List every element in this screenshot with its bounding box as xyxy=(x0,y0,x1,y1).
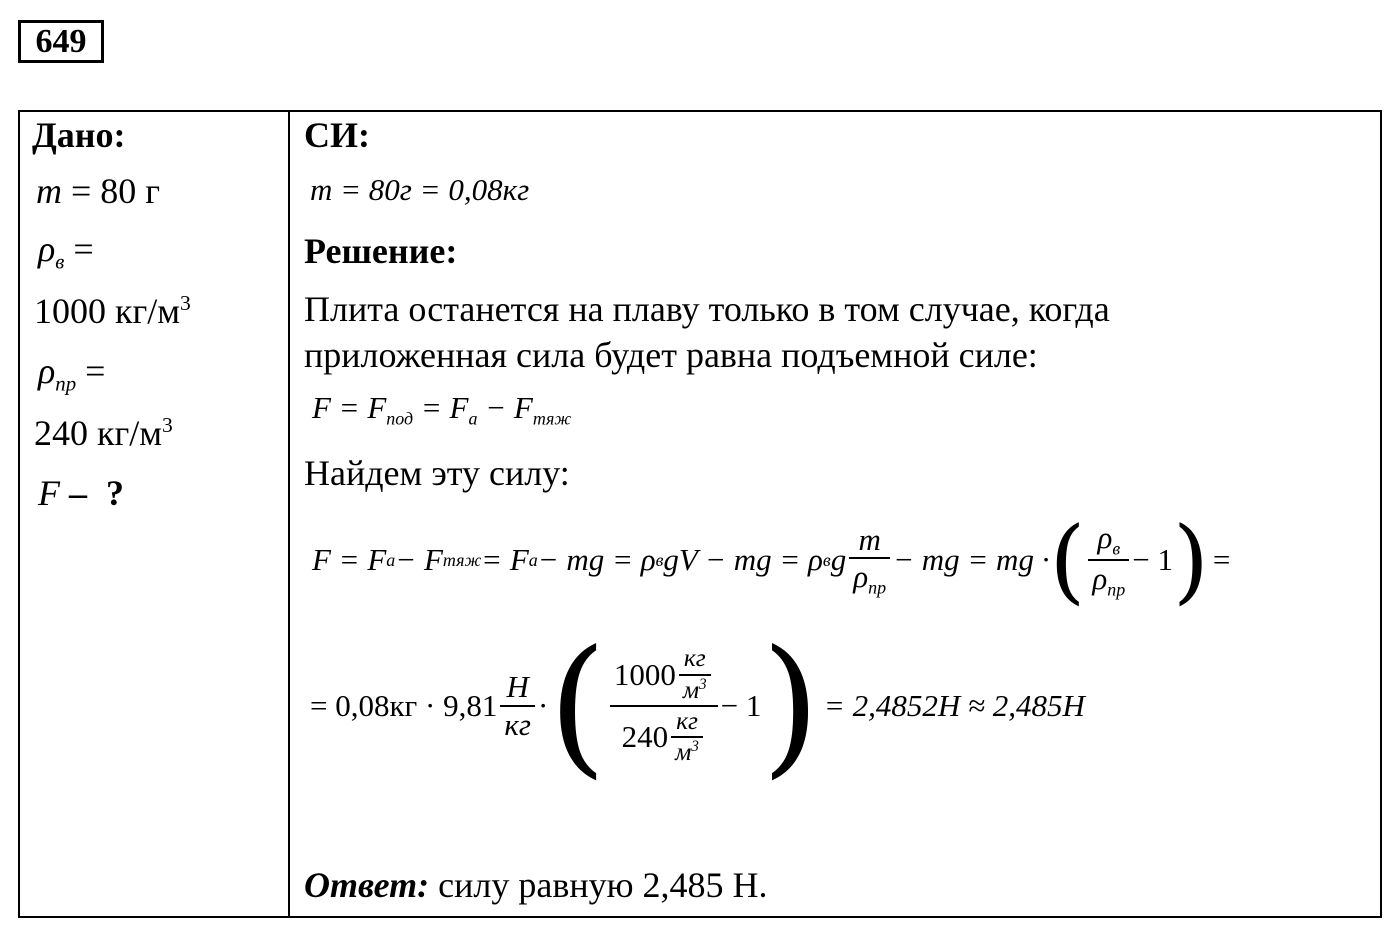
top-unit xyxy=(679,644,711,705)
fraction-rho-ratio xyxy=(1088,520,1129,600)
si-heading: СИ: xyxy=(304,115,370,155)
eq1-part-2: = F xyxy=(413,390,469,425)
eq3-part-1: = 0,08кг · 9,81 xyxy=(310,688,498,723)
rho-plate-exp: 3 xyxy=(162,413,173,438)
eq2-part-5: gV − mg = ρ xyxy=(663,542,823,577)
eq2-part-1: F = F xyxy=(312,542,387,577)
ratio-top xyxy=(610,644,718,705)
column-divider xyxy=(288,110,290,918)
eq2-minus-one: − 1 xyxy=(1132,542,1173,577)
equation-force-balance xyxy=(312,390,571,429)
eq2-part-3: = F xyxy=(481,542,529,577)
right-paren: ) xyxy=(1172,506,1209,614)
rho-water-symbol: ρ xyxy=(38,229,56,269)
top-unit-den-text: м xyxy=(682,675,700,704)
equation-numeric xyxy=(310,619,1085,793)
eq2-part-6: g xyxy=(830,542,847,577)
eq2-part-2: − F xyxy=(395,542,443,577)
given-water-density xyxy=(38,228,94,274)
eq2-part-7: − mg = mg · xyxy=(893,542,1050,577)
answer-text: силу равную 2,485 Н. xyxy=(429,865,768,905)
given-plate-density-value xyxy=(34,412,173,454)
fraction-n-over-kg xyxy=(500,669,535,742)
eq3-result: = 2,4852Н ≈ 2,485Н xyxy=(823,688,1085,723)
ratio-den-sub: пр xyxy=(1107,579,1126,600)
solution-text-line-1: Плита останется на плаву только в том случае, когда xyxy=(304,289,1110,329)
frac-den-symbol: ρ xyxy=(853,559,869,595)
given-plate-density xyxy=(38,350,105,396)
unit-numerator: Н xyxy=(506,669,529,705)
rho-plate-eq: = xyxy=(85,351,106,391)
right-paren: ) xyxy=(761,619,820,793)
eq3-dot: · xyxy=(537,688,549,723)
left-paren: ( xyxy=(1049,506,1086,614)
bottom-unit-den xyxy=(671,738,703,767)
ratio-numerator xyxy=(1093,520,1124,559)
eq3-minus-one: − 1 xyxy=(720,688,762,723)
given-mass xyxy=(36,170,160,212)
top-unit-num: кг xyxy=(683,644,706,673)
eq2-part-4: − mg = ρ xyxy=(537,542,656,577)
top-unit-den xyxy=(679,676,711,705)
left-paren: ( xyxy=(548,619,607,793)
ratio-denominator xyxy=(1088,561,1129,600)
bottom-unit-den-text: м xyxy=(675,738,692,767)
bottom-unit-exp: 3 xyxy=(691,738,699,756)
unit-denominator: кг xyxy=(504,707,531,742)
eq2-trailing-eq: = xyxy=(1212,542,1231,577)
eq2-sub-4: в xyxy=(655,549,664,570)
given-find xyxy=(38,472,124,514)
mass-value: = 80 г xyxy=(71,171,161,211)
find-force-text: Найдем эту силу: xyxy=(304,453,570,493)
eq1-sub-a: а xyxy=(468,408,478,429)
answer-line xyxy=(304,864,767,906)
find-dash: – xyxy=(69,473,87,513)
bottom-unit xyxy=(671,707,703,768)
bottom-unit-num: кг xyxy=(676,707,698,735)
frac-numerator: m xyxy=(858,521,881,557)
eq2-sub-2: тяж xyxy=(442,549,482,570)
bottom-value: 240 xyxy=(621,719,669,755)
mass-symbol: m xyxy=(36,171,62,211)
fraction-m-over-rho xyxy=(849,522,890,599)
rho-water-sub: в xyxy=(55,249,65,274)
ratio-den-symbol: ρ xyxy=(1092,561,1108,596)
paren-group xyxy=(1049,507,1208,614)
rho-plate-sub: пр xyxy=(55,371,77,396)
rho-plate-value: 240 кг/м xyxy=(34,413,163,453)
equation-derivation xyxy=(312,508,1230,612)
answer-label: Ответ: xyxy=(304,865,430,905)
eq1-sub-tyazh: тяж xyxy=(532,408,572,429)
ratio-num-sub: в xyxy=(1112,538,1121,559)
given-heading: Дано: xyxy=(32,115,126,155)
rho-water-exp: 3 xyxy=(180,291,191,316)
find-symbol: F xyxy=(38,473,60,513)
find-question: ? xyxy=(106,473,124,513)
eq1-part-3: − F xyxy=(477,390,533,425)
eq1-sub-pod: под xyxy=(386,408,414,429)
frac-den-sub: пр xyxy=(868,577,887,598)
si-conversion: m = 80г = 0,08кг xyxy=(310,172,530,207)
rho-plate-symbol: ρ xyxy=(38,351,56,391)
rho-water-value: 1000 кг/м xyxy=(34,291,181,331)
frac-denominator xyxy=(849,559,890,598)
solution-text-line-2: приложенная сила будет равна подъемной силе: xyxy=(304,335,1038,375)
eq2-sub-1: а xyxy=(386,549,396,570)
top-value: 1000 xyxy=(613,656,676,692)
fraction-density-ratio xyxy=(610,644,718,767)
top-unit-exp: 3 xyxy=(699,675,707,693)
ratio-num-symbol: ρ xyxy=(1097,520,1113,556)
eq2-sub-3: а xyxy=(528,549,538,570)
given-water-density-value xyxy=(34,290,191,332)
eq1-part-1: F = F xyxy=(312,390,387,425)
eq2-sub-5: в xyxy=(822,549,831,570)
rho-water-eq: = xyxy=(73,229,94,269)
solution-heading: Решение: xyxy=(304,231,458,271)
problem-number: 649 xyxy=(18,20,104,63)
paren-group-numeric xyxy=(548,619,820,793)
ratio-bottom xyxy=(618,707,710,768)
